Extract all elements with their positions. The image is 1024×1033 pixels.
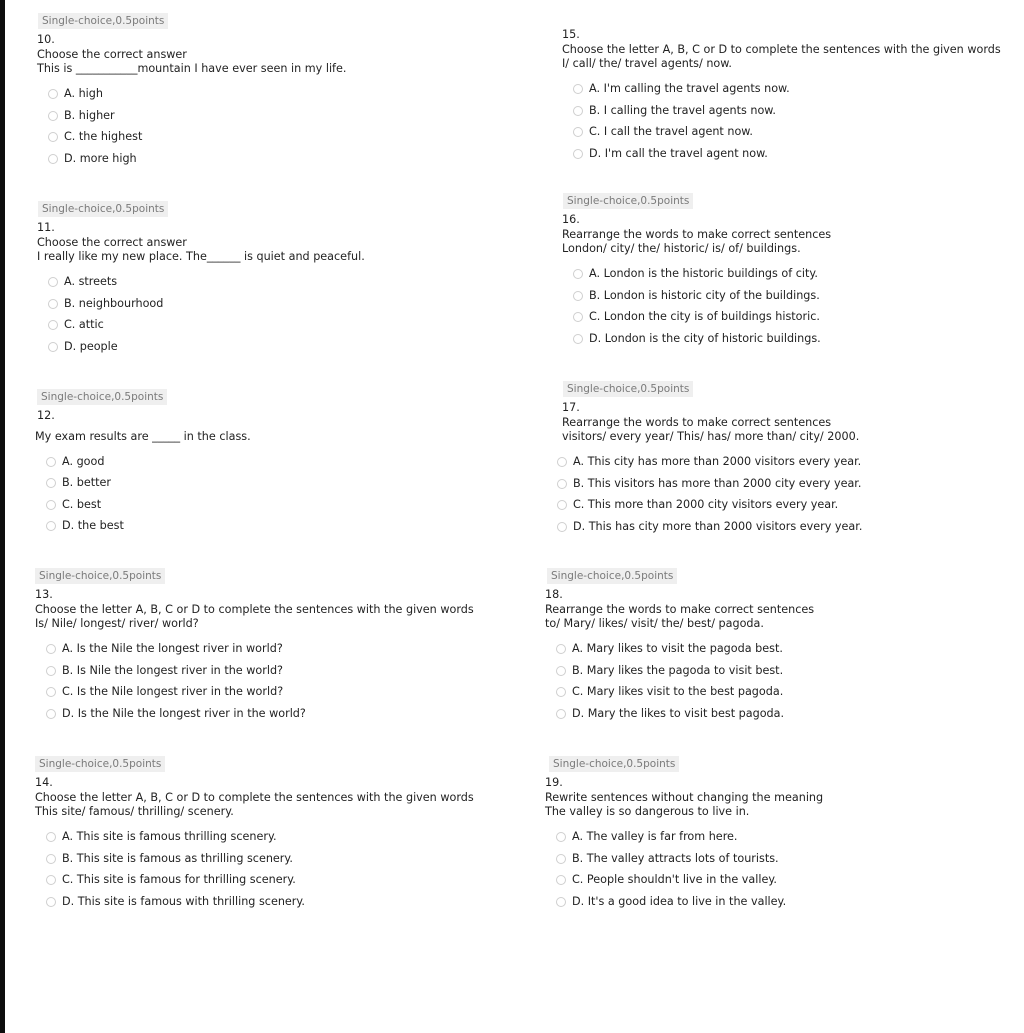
option-label: B. The valley attracts lots of tourists. — [572, 851, 779, 865]
option-a[interactable] — [573, 79, 1001, 101]
option-label: A. streets — [64, 275, 118, 288]
radio-button[interactable] — [46, 832, 56, 842]
question-number: 10. — [37, 33, 55, 46]
radio-button[interactable] — [573, 291, 583, 301]
question-type-tag: Single-choice,0.5points — [563, 381, 693, 397]
option-label: D. the best — [62, 519, 124, 532]
radio-button[interactable] — [557, 500, 567, 510]
radio-button[interactable] — [556, 687, 566, 697]
question-instruction: Choose the letter A, B, C or D to complete the sentences with the given words — [35, 790, 474, 804]
option-label: C. This site is famous for thrilling scenery. — [62, 873, 296, 886]
question-text: visitors/ every year/ This/ has/ more than/ city/ 2000. — [562, 430, 860, 443]
option-label: D. London is the city of historic buildings. — [589, 331, 821, 345]
question-number: 18. — [545, 588, 563, 601]
option-d[interactable] — [556, 891, 823, 913]
option-label: C. I call the travel agent now. — [589, 125, 753, 138]
question-type-tag: Single-choice,0.5points — [38, 201, 168, 217]
question-12 — [35, 389, 251, 537]
left-edge-bar — [0, 0, 5, 1033]
option-c[interactable] — [46, 870, 474, 892]
radio-button[interactable] — [573, 334, 583, 344]
radio-button[interactable] — [573, 127, 583, 137]
question-number: 19. — [545, 776, 563, 789]
question-type-tag: Single-choice,0.5points — [549, 756, 679, 772]
radio-button[interactable] — [573, 149, 583, 159]
option-b[interactable] — [573, 100, 1001, 122]
question-text: I/ call/ the/ travel agents/ now. — [562, 57, 732, 70]
option-label: B. neighbourhood — [64, 296, 164, 310]
option-a[interactable] — [46, 639, 474, 661]
option-b[interactable] — [556, 660, 814, 682]
option-label: C. attic — [64, 318, 104, 331]
option-d[interactable] — [46, 703, 474, 725]
radio-button[interactable] — [48, 299, 58, 309]
option-a[interactable] — [46, 451, 251, 473]
option-label: D. Is the Nile the longest river in the world? — [62, 706, 306, 720]
option-d[interactable] — [48, 148, 346, 170]
option-label: B. This site is famous as thrilling scenery. — [62, 851, 293, 865]
option-d[interactable] — [48, 336, 365, 358]
radio-button[interactable] — [573, 106, 583, 116]
option-label: B. This visitors has more than 2000 city every year. — [573, 476, 862, 490]
option-b[interactable] — [46, 660, 474, 682]
option-label: A. This city has more than 2000 visitors every year. — [573, 455, 862, 468]
option-label: A. This site is famous thrilling scenery. — [62, 830, 277, 843]
question-10 — [37, 13, 346, 170]
option-c[interactable] — [557, 495, 862, 517]
radio-button[interactable] — [556, 644, 566, 654]
option-label: C. the highest — [64, 130, 143, 143]
question-number: 13. — [35, 588, 53, 601]
question-instruction: Choose the correct answer — [37, 235, 187, 249]
option-b[interactable] — [557, 473, 862, 495]
option-label: A. I'm calling the travel agents now. — [589, 82, 790, 95]
option-label: B. Mary likes the pagoda to visit best. — [572, 663, 784, 677]
question-instruction: Choose the letter A, B, C or D to complete the sentences with the given words — [35, 602, 474, 616]
radio-button[interactable] — [556, 854, 566, 864]
question-instruction: Choose the letter A, B, C or D to complete the sentences with the given words — [562, 42, 1001, 56]
option-a[interactable] — [556, 639, 814, 661]
question-number: 16. — [562, 213, 580, 226]
option-label: D. I'm call the travel agent now. — [589, 146, 768, 160]
radio-button[interactable] — [46, 875, 56, 885]
option-d[interactable] — [573, 328, 831, 350]
question-text: Is/ Nile/ longest/ river/ world? — [35, 617, 199, 630]
option-d[interactable] — [46, 516, 251, 538]
question-number: 11. — [37, 221, 55, 234]
option-c[interactable] — [46, 682, 474, 704]
option-b[interactable] — [46, 848, 474, 870]
question-type-tag: Single-choice,0.5points — [35, 756, 165, 772]
radio-button[interactable] — [573, 269, 583, 279]
option-d[interactable] — [557, 516, 862, 538]
radio-button[interactable] — [46, 500, 56, 510]
option-label: C. This more than 2000 city visitors every year. — [573, 498, 839, 511]
radio-button[interactable] — [46, 666, 56, 676]
option-label: B. I calling the travel agents now. — [589, 103, 776, 117]
question-type-tag: Single-choice,0.5points — [547, 568, 677, 584]
option-a[interactable] — [48, 272, 365, 294]
radio-button[interactable] — [48, 89, 58, 99]
question-16 — [562, 193, 831, 350]
option-a[interactable] — [48, 84, 346, 106]
option-c[interactable] — [573, 122, 1001, 144]
option-label: A. Mary likes to visit the pagoda best. — [572, 642, 783, 655]
question-15 — [562, 28, 1001, 165]
radio-button[interactable] — [46, 687, 56, 697]
question-instruction: Choose the correct answer — [37, 47, 187, 61]
question-instruction: Rewrite sentences without changing the meaning — [545, 790, 824, 804]
question-number: 12. — [37, 409, 55, 422]
radio-button[interactable] — [556, 709, 566, 719]
option-label: A. good — [62, 454, 105, 468]
option-label: A. high — [64, 87, 103, 100]
question-19 — [545, 756, 823, 913]
radio-button[interactable] — [48, 111, 58, 121]
radio-button[interactable] — [573, 84, 583, 94]
question-number: 15. — [562, 28, 580, 41]
option-label: C. Is the Nile longest river in the world? — [62, 685, 284, 698]
question-17 — [562, 381, 862, 538]
question-text: London/ city/ the/ historic/ is/ of/ buildings. — [562, 242, 801, 255]
option-c[interactable] — [48, 127, 346, 149]
radio-button[interactable] — [48, 320, 58, 330]
radio-button[interactable] — [573, 312, 583, 322]
radio-button[interactable] — [557, 479, 567, 489]
question-type-tag: Single-choice,0.5points — [35, 568, 165, 584]
question-text: My exam results are _____ in the class. — [35, 429, 251, 443]
option-d[interactable] — [46, 891, 474, 913]
question-text: This is ___________mountain I have ever seen in my life. — [37, 62, 347, 75]
question-14 — [35, 756, 474, 913]
option-c[interactable] — [556, 870, 823, 892]
option-label: A. Is the Nile the longest river in world? — [62, 642, 283, 655]
question-text: This site/ famous/ thrilling/ scenery. — [35, 805, 234, 818]
radio-button[interactable] — [48, 132, 58, 142]
option-label: A. London is the historic buildings of city. — [589, 267, 818, 280]
option-c[interactable] — [46, 494, 251, 516]
radio-button[interactable] — [556, 875, 566, 885]
question-type-tag: Single-choice,0.5points — [563, 193, 693, 209]
radio-button[interactable] — [48, 154, 58, 164]
option-b[interactable] — [573, 285, 831, 307]
radio-button[interactable] — [46, 644, 56, 654]
option-a[interactable] — [573, 264, 831, 286]
radio-button[interactable] — [556, 832, 566, 842]
option-label: D. Mary the likes to visit best pagoda. — [572, 706, 785, 720]
question-type-tag: Single-choice,0.5points — [38, 13, 168, 29]
radio-button[interactable] — [46, 478, 56, 488]
option-b[interactable] — [556, 848, 823, 870]
option-a[interactable] — [46, 827, 474, 849]
option-c[interactable] — [48, 315, 365, 337]
question-instruction: Rearrange the words to make correct sentences — [545, 602, 815, 616]
radio-button[interactable] — [46, 457, 56, 467]
option-a[interactable] — [556, 827, 823, 849]
question-text: I really like my new place. The______ is quiet and peaceful. — [37, 250, 365, 263]
option-c[interactable] — [573, 307, 831, 329]
option-label: B. Is Nile the longest river in the world? — [62, 663, 283, 677]
option-label: C. People shouldn't live in the valley. — [572, 873, 777, 886]
radio-button[interactable] — [46, 709, 56, 719]
option-label: D. This site is famous with thrilling scenery. — [62, 894, 305, 908]
question-number: 17. — [562, 401, 580, 414]
option-label: D. people — [64, 339, 118, 353]
option-label: B. better — [62, 476, 112, 489]
question-text: to/ Mary/ likes/ visit/ the/ best/ pagoda. — [545, 617, 764, 630]
option-b[interactable] — [46, 473, 251, 495]
option-a[interactable] — [557, 452, 862, 474]
question-text: The valley is so dangerous to live in. — [545, 805, 750, 818]
option-label: C. best — [62, 497, 102, 511]
option-label: C. London the city is of buildings historic. — [589, 310, 820, 323]
option-label: D. This has city more than 2000 visitors every year. — [573, 519, 863, 533]
option-label: D. more high — [64, 151, 137, 165]
radio-button[interactable] — [48, 342, 58, 352]
option-b[interactable] — [48, 293, 365, 315]
option-b[interactable] — [48, 105, 346, 127]
radio-button[interactable] — [556, 897, 566, 907]
radio-button[interactable] — [48, 277, 58, 287]
option-label: C. Mary likes visit to the best pagoda. — [572, 685, 784, 698]
option-d[interactable] — [556, 703, 814, 725]
question-instruction: Rearrange the words to make correct sentences — [562, 415, 832, 429]
option-c[interactable] — [556, 682, 814, 704]
option-label: B. London is historic city of the buildings. — [589, 288, 820, 302]
radio-button[interactable] — [46, 521, 56, 531]
question-type-tag: Single-choice,0.5points — [37, 389, 167, 405]
question-11 — [37, 201, 365, 358]
radio-button[interactable] — [46, 897, 56, 907]
option-label: A. The valley is far from here. — [572, 830, 738, 843]
radio-button[interactable] — [557, 457, 567, 467]
question-18 — [545, 568, 814, 725]
radio-button[interactable] — [46, 854, 56, 864]
question-number: 14. — [35, 776, 53, 789]
option-label: D. It's a good idea to live in the valley. — [572, 894, 787, 908]
question-13 — [35, 568, 474, 725]
radio-button[interactable] — [557, 522, 567, 532]
question-instruction: Rearrange the words to make correct sentences — [562, 227, 832, 241]
option-label: B. higher — [64, 108, 115, 122]
option-d[interactable] — [573, 143, 1001, 165]
radio-button[interactable] — [556, 666, 566, 676]
